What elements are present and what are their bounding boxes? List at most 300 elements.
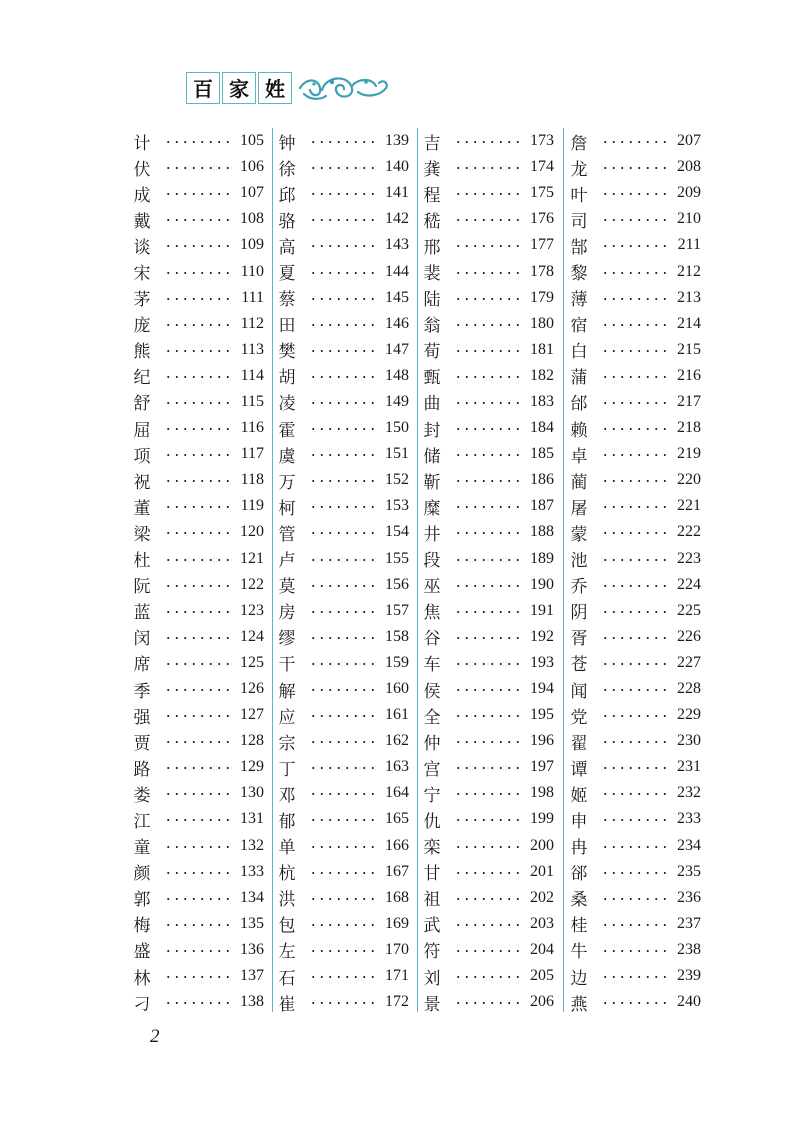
page-number: 2 xyxy=(150,1026,160,1047)
dot-leader xyxy=(309,141,377,143)
index-entry xyxy=(128,311,264,337)
surname: 茅 xyxy=(133,290,151,311)
page-reference: 133 xyxy=(240,862,264,880)
index-entry xyxy=(565,833,701,859)
dot-leader xyxy=(309,741,377,743)
surname: 宫 xyxy=(423,759,441,780)
surname: 宋 xyxy=(133,264,151,285)
page-reference: 175 xyxy=(530,184,554,202)
surname: 詹 xyxy=(570,133,588,154)
page-reference: 144 xyxy=(385,262,409,280)
surname: 党 xyxy=(570,707,588,728)
index-entry xyxy=(565,572,701,598)
index-entry xyxy=(273,311,409,337)
page-reference: 121 xyxy=(240,549,264,567)
index-entry xyxy=(128,885,264,911)
title-char-2: 家 xyxy=(222,72,256,104)
dot-leader xyxy=(601,1002,669,1004)
index-entry xyxy=(273,702,409,728)
surname: 田 xyxy=(278,316,296,337)
page-reference: 193 xyxy=(530,653,554,671)
page-reference: 143 xyxy=(385,236,409,254)
surname: 刘 xyxy=(423,968,441,989)
index-column-1 xyxy=(128,128,264,1015)
page-reference: 154 xyxy=(385,523,409,541)
index-entry xyxy=(418,728,554,754)
surname: 盛 xyxy=(133,942,151,963)
surname: 曲 xyxy=(423,394,441,415)
index-entry xyxy=(418,467,554,493)
page-reference: 129 xyxy=(240,758,264,776)
dot-leader xyxy=(309,219,377,221)
dot-leader xyxy=(309,532,377,534)
page-reference: 165 xyxy=(385,810,409,828)
dot-leader xyxy=(309,480,377,482)
surname: 裴 xyxy=(423,264,441,285)
page-reference: 196 xyxy=(530,732,554,750)
dot-leader xyxy=(164,532,232,534)
dot-leader xyxy=(454,924,522,926)
dot-leader xyxy=(309,376,377,378)
page-reference: 167 xyxy=(385,862,409,880)
page-reference: 140 xyxy=(385,158,409,176)
index-entry xyxy=(273,519,409,545)
index-entry xyxy=(565,937,701,963)
dot-leader xyxy=(164,611,232,613)
dot-leader xyxy=(454,741,522,743)
index-entry xyxy=(565,911,701,937)
surname: 胡 xyxy=(278,368,296,389)
page-reference: 218 xyxy=(677,419,701,437)
surname: 蒲 xyxy=(570,368,588,389)
page-reference: 115 xyxy=(240,392,264,410)
index-entry xyxy=(128,154,264,180)
surname: 蔺 xyxy=(570,472,588,493)
index-entry xyxy=(128,676,264,702)
index-entry xyxy=(273,572,409,598)
page-reference: 188 xyxy=(530,523,554,541)
page-reference: 168 xyxy=(385,888,409,906)
index-entry xyxy=(273,128,409,154)
dot-leader xyxy=(454,819,522,821)
dot-leader xyxy=(309,167,377,169)
index-entry xyxy=(273,598,409,624)
surname: 黎 xyxy=(570,264,588,285)
index-entry xyxy=(418,415,554,441)
page-reference: 177 xyxy=(530,236,554,254)
page-reference: 225 xyxy=(677,601,701,619)
index-entry xyxy=(273,989,409,1015)
surname: 林 xyxy=(133,968,151,989)
dot-leader xyxy=(309,611,377,613)
dot-leader xyxy=(601,637,669,639)
page-reference: 200 xyxy=(530,836,554,854)
dot-leader xyxy=(309,350,377,352)
dot-leader xyxy=(164,298,232,300)
index-entry xyxy=(565,285,701,311)
surname: 路 xyxy=(133,759,151,780)
index-entry xyxy=(128,180,264,206)
dot-leader xyxy=(164,637,232,639)
index-entry xyxy=(273,441,409,467)
dot-leader xyxy=(164,559,232,561)
dot-leader xyxy=(454,141,522,143)
index-entry xyxy=(273,676,409,702)
page-reference: 141 xyxy=(385,184,409,202)
page-reference: 199 xyxy=(530,810,554,828)
page-reference: 205 xyxy=(530,967,554,985)
page-reference: 110 xyxy=(240,262,264,280)
page-reference: 185 xyxy=(530,445,554,463)
page-reference: 108 xyxy=(240,210,264,228)
dot-leader xyxy=(601,872,669,874)
page-reference: 164 xyxy=(385,784,409,802)
dot-leader xyxy=(309,193,377,195)
dot-leader xyxy=(309,324,377,326)
surname: 刁 xyxy=(133,994,151,1015)
dot-leader xyxy=(454,324,522,326)
title-char-3: 姓 xyxy=(258,72,292,104)
index-entry xyxy=(418,519,554,545)
index-entry xyxy=(128,937,264,963)
dot-leader xyxy=(164,245,232,247)
index-entry xyxy=(128,963,264,989)
dot-leader xyxy=(309,950,377,952)
page-reference: 233 xyxy=(677,810,701,828)
index-entry xyxy=(273,885,409,911)
surname: 宗 xyxy=(278,733,296,754)
index-entry xyxy=(418,911,554,937)
surname: 糜 xyxy=(423,498,441,519)
index-entry xyxy=(418,232,554,258)
index-entry xyxy=(565,650,701,676)
index-entry xyxy=(128,624,264,650)
index-entry xyxy=(565,128,701,154)
column-divider xyxy=(563,128,564,1012)
surname: 庞 xyxy=(133,316,151,337)
index-entry xyxy=(128,285,264,311)
dot-leader xyxy=(309,559,377,561)
surname: 邰 xyxy=(570,394,588,415)
dot-leader xyxy=(601,219,669,221)
page-reference: 170 xyxy=(385,940,409,958)
page-reference: 189 xyxy=(530,549,554,567)
page-reference: 228 xyxy=(677,680,701,698)
dot-leader xyxy=(164,767,232,769)
page-reference: 201 xyxy=(530,862,554,880)
dot-leader xyxy=(164,167,232,169)
dot-leader xyxy=(454,532,522,534)
dot-leader xyxy=(454,454,522,456)
dot-leader xyxy=(164,976,232,978)
surname: 伏 xyxy=(133,159,151,180)
page-reference: 109 xyxy=(240,236,264,254)
index-entry xyxy=(128,754,264,780)
dot-leader xyxy=(601,767,669,769)
surname: 柯 xyxy=(278,498,296,519)
surname: 郁 xyxy=(278,811,296,832)
page-reference: 152 xyxy=(385,471,409,489)
dot-leader xyxy=(454,611,522,613)
page-reference: 213 xyxy=(677,288,701,306)
surname: 靳 xyxy=(423,472,441,493)
index-entry xyxy=(128,232,264,258)
dot-leader xyxy=(601,272,669,274)
page-reference: 161 xyxy=(385,706,409,724)
surname: 崔 xyxy=(278,994,296,1015)
dot-leader xyxy=(454,506,522,508)
page-reference: 190 xyxy=(530,575,554,593)
page-reference: 156 xyxy=(385,575,409,593)
dot-leader xyxy=(601,611,669,613)
dot-leader xyxy=(164,585,232,587)
index-entry xyxy=(273,206,409,232)
dot-leader xyxy=(164,793,232,795)
dot-leader xyxy=(601,298,669,300)
dot-leader xyxy=(164,663,232,665)
page-reference: 151 xyxy=(385,445,409,463)
dot-leader xyxy=(309,272,377,274)
surname: 强 xyxy=(133,707,151,728)
dot-leader xyxy=(601,898,669,900)
title-char-1: 百 xyxy=(186,72,220,104)
surname: 单 xyxy=(278,838,296,859)
surname: 甄 xyxy=(423,368,441,389)
surname: 翁 xyxy=(423,316,441,337)
index-entry xyxy=(128,128,264,154)
dot-leader xyxy=(454,689,522,691)
index-entry xyxy=(565,389,701,415)
index-entry xyxy=(565,493,701,519)
surname: 干 xyxy=(278,655,296,676)
page-reference: 135 xyxy=(240,914,264,932)
dot-leader xyxy=(601,950,669,952)
dot-leader xyxy=(601,324,669,326)
dot-leader xyxy=(601,454,669,456)
surname: 储 xyxy=(423,446,441,467)
page-reference: 159 xyxy=(385,653,409,671)
index-entry xyxy=(128,519,264,545)
page-reference: 150 xyxy=(385,419,409,437)
surname: 丁 xyxy=(278,759,296,780)
page-reference: 117 xyxy=(240,445,264,463)
surname: 舒 xyxy=(133,394,151,415)
index-entry xyxy=(128,911,264,937)
surname: 郭 xyxy=(133,890,151,911)
page-reference: 215 xyxy=(677,340,701,358)
index-entry xyxy=(565,232,701,258)
page-reference: 146 xyxy=(385,314,409,332)
page-reference: 219 xyxy=(677,445,701,463)
surname: 卓 xyxy=(570,446,588,467)
index-entry xyxy=(128,780,264,806)
page-reference: 169 xyxy=(385,914,409,932)
page-reference: 134 xyxy=(240,888,264,906)
surname: 谈 xyxy=(133,237,151,258)
surname: 梅 xyxy=(133,916,151,937)
index-entry xyxy=(565,598,701,624)
surname: 侯 xyxy=(423,681,441,702)
dot-leader xyxy=(601,480,669,482)
index-entry xyxy=(418,702,554,728)
surname: 姬 xyxy=(570,785,588,806)
dot-leader xyxy=(454,767,522,769)
page-reference: 142 xyxy=(385,210,409,228)
surname: 程 xyxy=(423,185,441,206)
page-reference: 214 xyxy=(677,314,701,332)
index-entry xyxy=(418,180,554,206)
dot-leader xyxy=(601,585,669,587)
index-entry xyxy=(418,258,554,284)
index-entry xyxy=(128,598,264,624)
page-reference: 111 xyxy=(241,288,264,306)
surname: 屈 xyxy=(133,420,151,441)
dot-leader xyxy=(309,506,377,508)
surname: 胥 xyxy=(570,629,588,650)
surname: 赖 xyxy=(570,420,588,441)
page-reference: 208 xyxy=(677,158,701,176)
surname: 嵇 xyxy=(423,211,441,232)
page-reference: 216 xyxy=(677,366,701,384)
index-entry xyxy=(273,546,409,572)
index-entry xyxy=(565,859,701,885)
dot-leader xyxy=(164,402,232,404)
surname: 段 xyxy=(423,551,441,572)
page-reference: 118 xyxy=(240,471,264,489)
surname: 万 xyxy=(278,472,296,493)
dot-leader xyxy=(164,898,232,900)
page-reference: 192 xyxy=(530,627,554,645)
surname: 边 xyxy=(570,968,588,989)
surname: 封 xyxy=(423,420,441,441)
index-entry xyxy=(273,806,409,832)
dot-leader xyxy=(309,793,377,795)
index-entry xyxy=(273,650,409,676)
page-reference: 166 xyxy=(385,836,409,854)
dot-leader xyxy=(601,428,669,430)
page-reference: 180 xyxy=(530,314,554,332)
surname: 栾 xyxy=(423,838,441,859)
dot-leader xyxy=(454,402,522,404)
index-entry xyxy=(418,885,554,911)
dot-leader xyxy=(309,637,377,639)
surname: 杭 xyxy=(278,864,296,885)
dot-leader xyxy=(309,402,377,404)
surname: 闵 xyxy=(133,629,151,650)
page-reference: 176 xyxy=(530,210,554,228)
dot-leader xyxy=(164,846,232,848)
surname: 夏 xyxy=(278,264,296,285)
page-reference: 227 xyxy=(677,653,701,671)
surname: 巫 xyxy=(423,577,441,598)
dot-leader xyxy=(601,506,669,508)
surname: 桂 xyxy=(570,916,588,937)
index-entry xyxy=(565,258,701,284)
page-reference: 148 xyxy=(385,366,409,384)
dot-leader xyxy=(164,715,232,717)
page-reference: 226 xyxy=(677,627,701,645)
index-entry xyxy=(565,702,701,728)
index-entry xyxy=(418,206,554,232)
page-reference: 178 xyxy=(530,262,554,280)
page-reference: 124 xyxy=(240,627,264,645)
surname: 房 xyxy=(278,603,296,624)
index-entry xyxy=(128,389,264,415)
index-entry xyxy=(273,833,409,859)
dot-leader xyxy=(601,715,669,717)
index-entry xyxy=(565,754,701,780)
index-entry xyxy=(128,859,264,885)
index-entry xyxy=(273,728,409,754)
dot-leader xyxy=(454,428,522,430)
dot-leader xyxy=(454,898,522,900)
page-reference: 125 xyxy=(240,653,264,671)
surname: 郤 xyxy=(570,864,588,885)
surname: 解 xyxy=(278,681,296,702)
index-entry xyxy=(565,963,701,989)
index-entry xyxy=(273,493,409,519)
page-reference: 116 xyxy=(240,419,264,437)
index-entry xyxy=(128,206,264,232)
dot-leader xyxy=(309,767,377,769)
page-reference: 149 xyxy=(385,392,409,410)
dot-leader xyxy=(309,663,377,665)
surname: 季 xyxy=(133,681,151,702)
index-entry xyxy=(128,702,264,728)
surname: 梁 xyxy=(133,524,151,545)
surname: 燕 xyxy=(570,994,588,1015)
dot-leader xyxy=(601,350,669,352)
index-entry xyxy=(565,728,701,754)
index-entry xyxy=(418,833,554,859)
index-entry xyxy=(418,154,554,180)
index-entry xyxy=(565,780,701,806)
index-entry xyxy=(565,806,701,832)
page-reference: 127 xyxy=(240,706,264,724)
surname: 包 xyxy=(278,916,296,937)
surname: 宿 xyxy=(570,316,588,337)
dot-leader xyxy=(454,167,522,169)
surname: 樊 xyxy=(278,342,296,363)
surname: 席 xyxy=(133,655,151,676)
surname: 车 xyxy=(423,655,441,676)
dot-leader xyxy=(601,167,669,169)
index-entry xyxy=(418,572,554,598)
surname: 冉 xyxy=(570,838,588,859)
surname: 钟 xyxy=(278,133,296,154)
index-entry xyxy=(128,441,264,467)
dot-leader xyxy=(164,950,232,952)
index-entry xyxy=(273,415,409,441)
page-reference: 137 xyxy=(240,967,264,985)
page-reference: 138 xyxy=(240,993,264,1011)
dot-leader xyxy=(164,689,232,691)
dot-leader xyxy=(164,141,232,143)
dot-leader xyxy=(309,715,377,717)
dot-leader xyxy=(164,454,232,456)
surname: 童 xyxy=(133,838,151,859)
page-reference: 119 xyxy=(240,497,264,515)
dot-leader xyxy=(454,350,522,352)
index-entry xyxy=(565,180,701,206)
index-entry xyxy=(128,806,264,832)
page-reference: 163 xyxy=(385,758,409,776)
surname: 杜 xyxy=(133,551,151,572)
surname: 洪 xyxy=(278,890,296,911)
index-entry xyxy=(565,363,701,389)
index-entry xyxy=(418,780,554,806)
page-reference: 122 xyxy=(240,575,264,593)
